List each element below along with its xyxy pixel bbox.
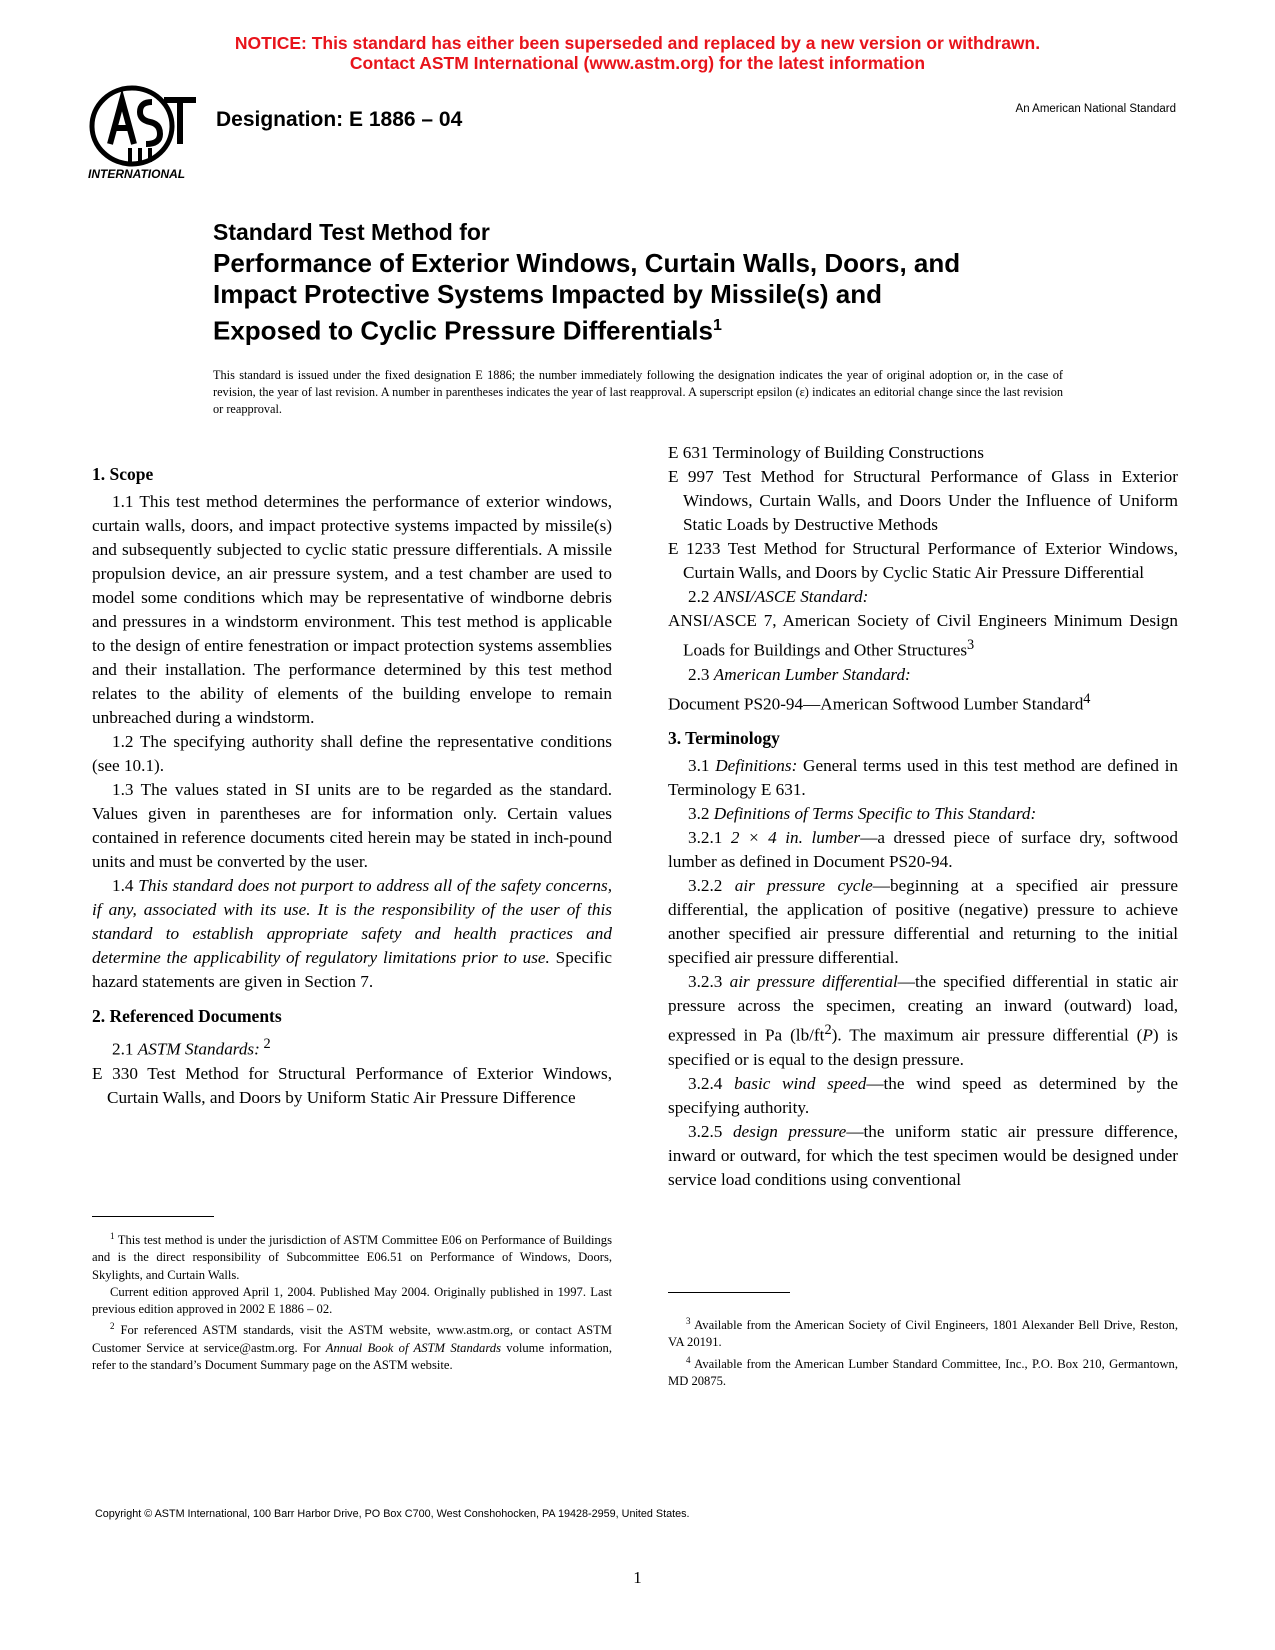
para-1-1: 1.1 This test method determines the performance of exterior windows, curtain walls, doors, and impact protective systems impacted by missile(s) and subsequently subjected to cyclic static pressure differentials. A missile propulsion device, an air pressure system, and a test chamber are used to model some conditions which may be representative of windborne debris and pressures in a windstorm environment. This test method is applicable to the design of entire fenestration or impact protection systems assemblies and their installation. The performance determined by this test method relates to the ability of elements of the building envelope to remain unbreached during a windstorm. (92, 492, 612, 727)
para-1-4: 1.4 This standard does not purport to address all of the safety concerns, if any, associated with its use. It is the responsibility of the user of this standard to establish appropriate safety and health practices and determine the applicability of regulatory limitations prior to use. Specific hazard statements are given in Section 7. (92, 876, 613, 991)
document-title (213, 217, 1113, 347)
notice-line-1: NOTICE: This standard has either been superseded and replaced by a new version or withdrawn. (234, 33, 1041, 53)
title-line-1: Standard Test Method for (213, 219, 490, 245)
astm-logo (88, 82, 200, 182)
ref-e330: E 330 Test Method for Structural Performance of Exterior Windows, Curtain Walls, and Doors by Uniform Static Air Pressure Difference (92, 1063, 612, 1107)
para-1-2: 1.2 The specifying authority shall define the representative conditions (see 10.1). (92, 732, 612, 775)
notice-line-2: Contact ASTM International (www.astm.org) for the latest information (349, 53, 926, 73)
para-3-2-5: 3.2.5 design pressure—the uniform static air pressure difference, inward or outward, for which the test specimen would be designed under service load conditions using conventional (668, 1122, 1179, 1190)
title-footnote-mark: 1 (712, 317, 722, 334)
footnote-1: $^1$ This test method is under the jurisdiction of ASTM Committee E06 on Performance of Buildings and is the direct responsibility of Subcommittee E06.51 on Performance of Windows, Doors, Skylights, and Curtain Walls. (92, 1231, 612, 1282)
para-3-2-2: 3.2.2 air pressure cycle—beginning at a specified air pressure differential, the application of positive (negative) pressure to achieve another specified air pressure differential and returning to the initial specified air pressure differential. (668, 876, 1178, 968)
footnote-1-edition: Current edition approved April 1, 2004. Published May 2004. Originally published in 1997. Last previous edition approved in 2002 E 1886 – 02. (92, 1284, 612, 1316)
page-number: 1 (633, 1568, 642, 1587)
footnote-4: $^4$ Available from the American Lumber Standard Committee, Inc., P.O. Box 210, Germantown, MD 20875. (668, 1354, 1178, 1388)
american-national-standard: An American National Standard (1015, 103, 1176, 115)
right-column (668, 441, 1178, 1192)
left-column (92, 462, 612, 1110)
copyright: Copyright © ASTM International, 100 Barr Harbor Drive, PO Box C700, West Conshohocken, PA 19428-2959, United States. (95, 1508, 690, 1520)
footnotes-left (92, 1228, 612, 1374)
ref-e997: E 997 Test Method for Structural Performance of Glass in Exterior Windows, Curtain Walls, and Doors Under the Influence of Uniform Static Loads by Destructive Methods (668, 467, 1178, 534)
para-2-2: 2.2 ANSI/ASCE Standard: (688, 587, 869, 606)
footnote-rule-right (668, 1292, 790, 1293)
title-line-2: Performance of Exterior Windows, Curtain Walls, Doors, and (213, 248, 961, 278)
issuance-note: This standard is issued under the fixed designation E 1886; the number immediately following the designation indicates the year of original adoption or, in the case of revision, the year of last revision. A number in parentheses indicates the year of last reapproval. A superscript epsilon (ε) indicates an editorial change since the last revision or reapproval. (213, 368, 1063, 416)
title-line-4: Exposed to Cyclic Pressure Differentials (213, 315, 713, 346)
ref-asce7: ANSI/ASCE 7, American Society of Civil Engineers Minimum Design Loads for Buildings and Other Structures$^3$ (668, 611, 1178, 660)
title-line-3: Impact Protective Systems Impacted by Missile(s) and (213, 279, 883, 309)
withdrawn-notice (0, 33, 1275, 73)
logo-label: INTERNATIONAL (88, 167, 186, 181)
para-3-2-3: 3.2.3 air pressure differential—the specified differential in static air pressure across the specimen, creating an inward (outward) load, expressed in Pa $(lb/ft^2)$. The maximum air pressure differential (P) is specified or is equal to the design pressure. (668, 972, 1178, 1070)
para-2-1: 2.1 ASTM Standards: $^2$ (112, 1036, 271, 1059)
section-heading-referenced-documents: 2. Referenced Documents (92, 1006, 282, 1026)
footnotes-right (668, 1313, 1178, 1390)
ref-ps20: Document PS20-94—American Softwood Lumber Standard$^4$ (668, 690, 1091, 714)
para-2-3: 2.3 American Lumber Standard: (688, 664, 911, 684)
footnote-2: $^2$ For referenced ASTM standards, visit the ASTM website, www.astm.org, or contact ASTM Customer Service at service@astm.org. For Annual Book of ASTM Standards volume information, refer to the standard’s Document Summary page on the ASTM website. (92, 1321, 612, 1372)
para-3-1: 3.1 Definitions: General terms used in this test method are defined in Terminology E 631. (668, 756, 1179, 800)
para-3-2-1: 3.2.1 2 × 4 in. lumber—a dressed piece of surface dry, softwood lumber as defined in Document PS20-94. (668, 828, 1178, 872)
ref-e631: E 631 Terminology of Building Constructions (668, 443, 984, 462)
footnote-3: $^3$ Available from the American Society of Civil Engineers, 1801 Alexander Bell Drive, Reston, VA 20191. (668, 1316, 1178, 1350)
para-3-2: 3.2 Definitions of Terms Specific to This Standard: (688, 804, 1037, 824)
footnote-rule-left (92, 1216, 214, 1217)
ref-e1233: E 1233 Test Method for Structural Performance of Exterior Windows, Curtain Walls, and Doors by Cyclic Static Air Pressure Differential (668, 539, 1178, 582)
section-heading-scope: 1. Scope (92, 464, 154, 484)
para-3-2-4: 3.2.4 basic wind speed—the wind speed as determined by the specifying authority. (668, 1074, 1178, 1118)
para-1-3: 1.3 The values stated in SI units are to be regarded as the standard. Values given in parentheses are for information only. Certain values contained in reference documents cited herein may be stated in inch-pound units and must be converted by the user. (92, 780, 612, 871)
designation: Designation: E 1886 – 04 (216, 108, 463, 131)
section-heading-terminology: 3. Terminology (668, 728, 780, 749)
